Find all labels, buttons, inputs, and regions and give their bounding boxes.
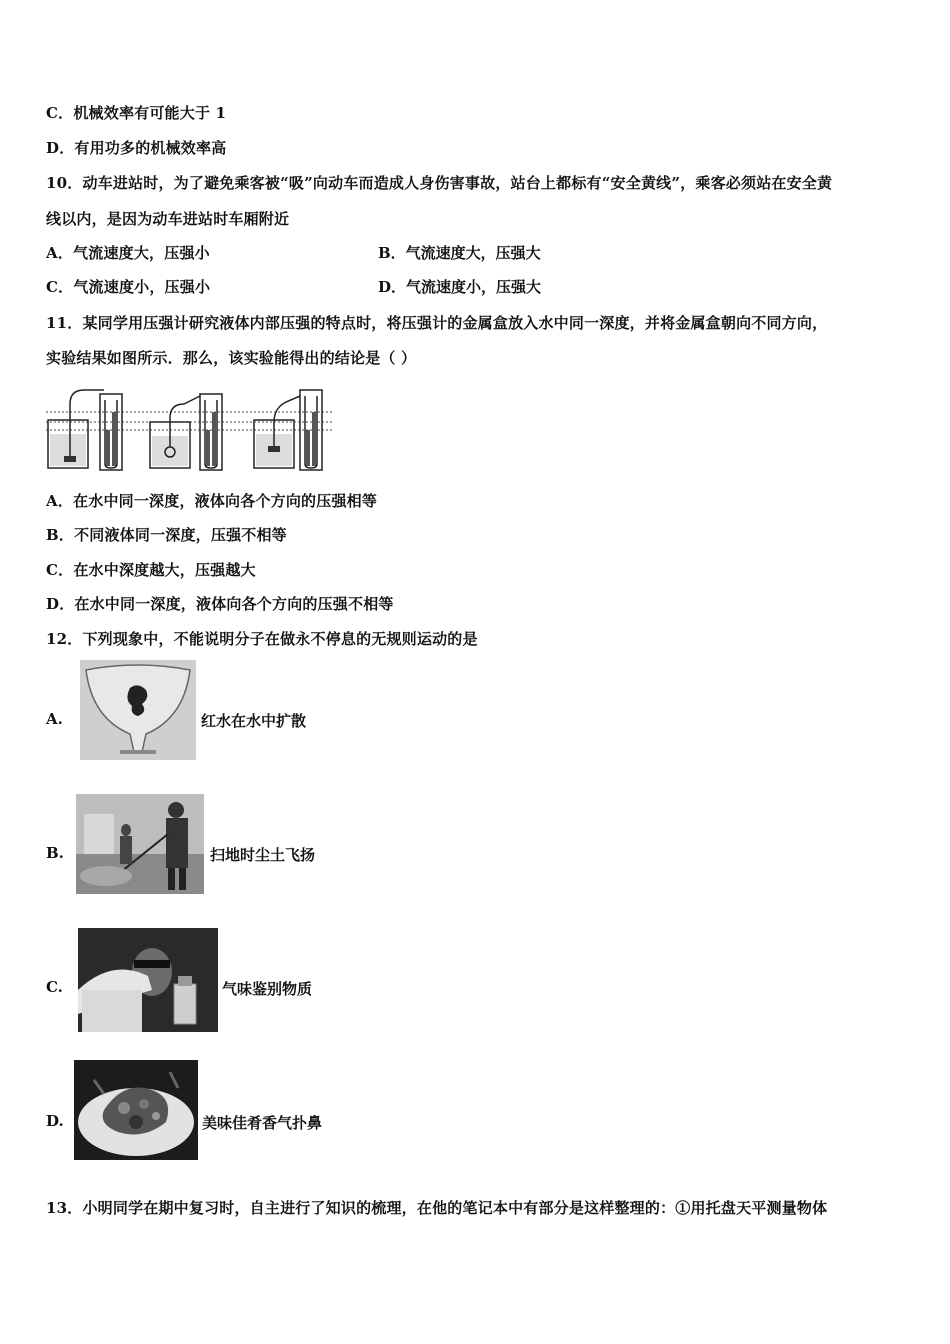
red-ink-diffusion-photo [80,660,196,760]
sweeping-dust-photo [76,794,204,894]
q11-option-a: A．在水中同一深度，液体向各个方向的压强相等 [46,492,378,510]
q10-option-d: D．气流速度小，压强大 [378,278,542,296]
q10-stem-line1: 10．动车进站时，为了避免乘客被“吸”向动车而造成人身伤害事故，站台上都标有“安全黄线”，乘客必须站在安全黄 [46,174,833,192]
q12-option-d-caption: 美味佳肴香气扑鼻 [202,1114,323,1132]
q11-stem-line2: 实验结果如图所示．那么，该实验能得出的结论是（ ） [46,349,417,367]
q12-option-d-letter: D. [46,1112,64,1130]
q10-option-a: A．气流速度大，压强小 [46,244,210,262]
smell-identification-photo [78,928,218,1032]
q11-option-c: C．在水中深度越大，压强越大 [46,561,256,579]
q12-option-a-letter: A. [46,710,63,728]
pressure-gauge-figure [44,382,334,474]
gauge-set-2 [150,394,222,470]
q12-option-a-caption: 红水在水中扩散 [201,712,307,730]
q10-option-b: B．气流速度大，压强大 [378,244,541,262]
q12-option-c-caption: 气味鉴别物质 [222,980,313,998]
q11-stem-line1: 11．某同学用压强计研究液体内部压强的特点时，将压强计的金属盒放入水中同一深度，并将金属盒朝向不同方向， [46,314,828,332]
q12-stem: 12．下列现象中，不能说明分子在做永不停息的无规则运动的是 [46,630,478,648]
q12-option-c-letter: C. [46,978,63,996]
q13-stem-line1: 13．小明同学在期中复习时，自主进行了知识的梳理，在他的笔记本中有部分是这样整理的：①用托盘天平测量物体 [46,1199,828,1217]
q9-option-d: D．有用功多的机械效率高 [46,139,227,157]
q10-stem-line2: 线以内，是因为动车进站时车厢附近 [46,210,290,228]
q10-option-c: C．气流速度小，压强小 [46,278,211,296]
q11-option-b: B．不同液体同一深度，压强不相等 [46,526,287,544]
q9-option-c: C．机械效率有可能大于 1 [46,104,227,122]
q12-option-b-letter: B. [46,844,64,862]
q12-option-b-caption: 扫地时尘土飞扬 [210,846,316,864]
q11-option-d: D．在水中同一深度，液体向各个方向的压强不相等 [46,595,394,613]
delicious-food-photo [74,1060,198,1160]
